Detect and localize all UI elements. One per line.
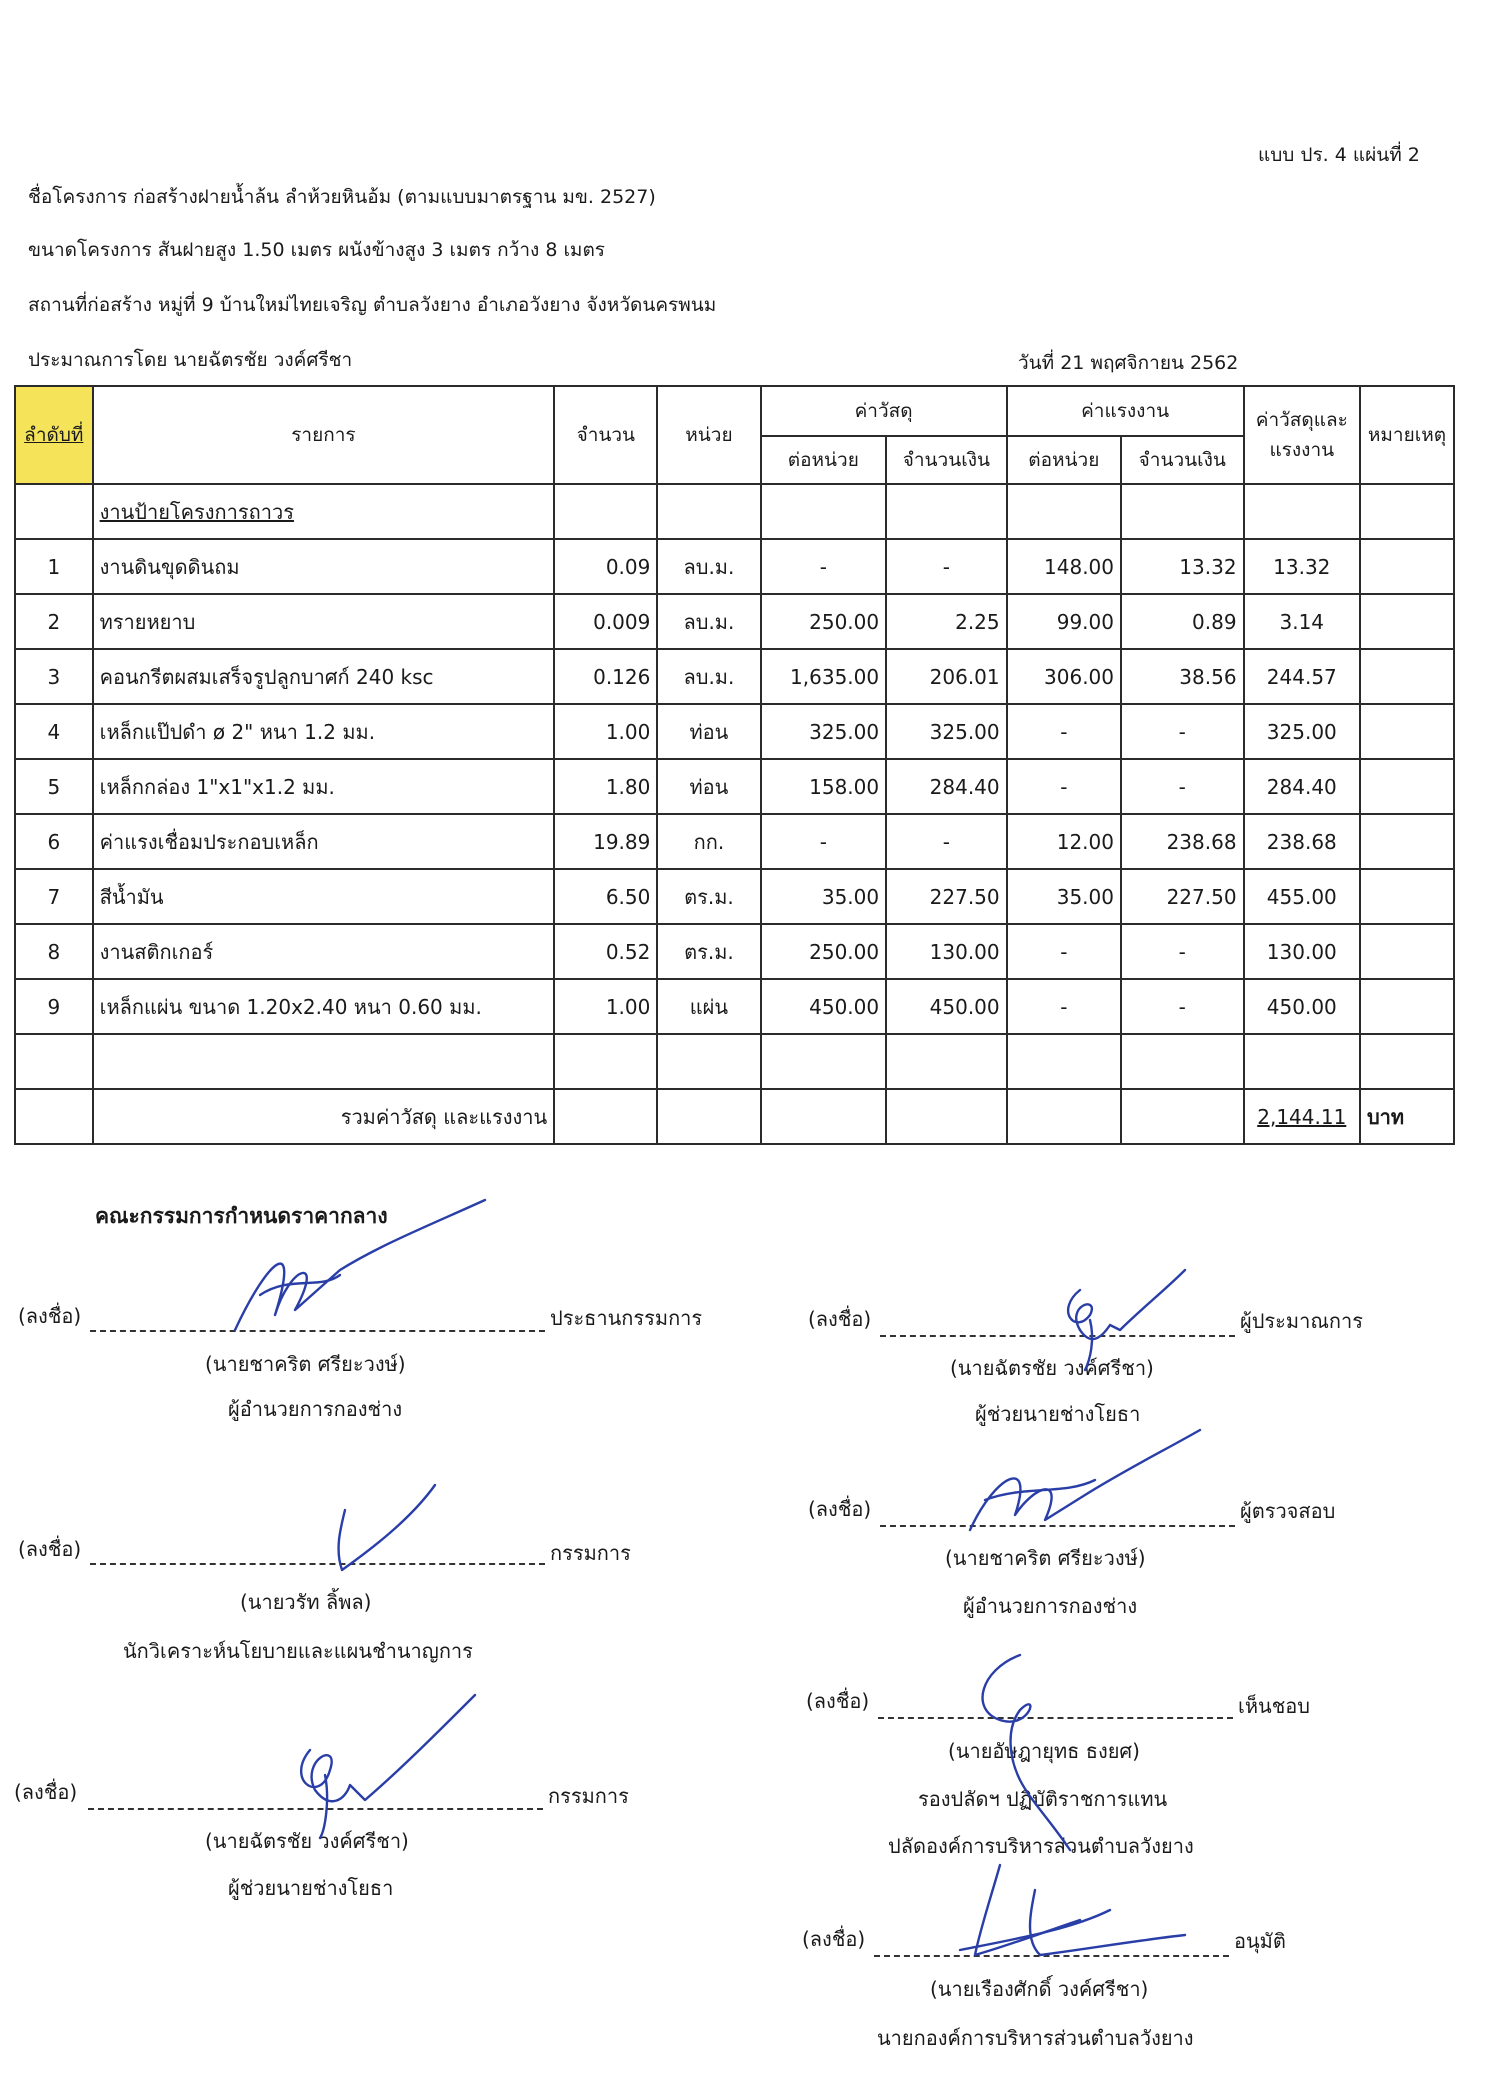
header-remark: หมายเหตุ xyxy=(1360,386,1454,484)
signature-scribble xyxy=(965,1425,1205,1535)
row-total: 244.57 xyxy=(1244,649,1360,704)
header-labor: ค่าแรงงาน xyxy=(1007,386,1244,436)
row-qty: 1.00 xyxy=(554,979,657,1034)
row-labor-unit-price: - xyxy=(1007,704,1121,759)
header-material-amount: จำนวนเงิน xyxy=(886,436,1007,484)
signer-name: (นายชาคริต ศรียะวงษ์) xyxy=(945,1546,1146,1570)
row-material-unit-price: 450.00 xyxy=(761,979,887,1034)
row-no: 3 xyxy=(15,649,93,704)
committee-title: คณะกรรมการกำหนดราคากลาง xyxy=(95,1204,388,1228)
signer-position: ผู้ช่วยนายช่างโยธา xyxy=(975,1402,1141,1426)
row-total: 3.14 xyxy=(1244,594,1360,649)
row-labor-amount: - xyxy=(1121,704,1244,759)
row-material-amount: - xyxy=(886,814,1007,869)
row-labor-amount: - xyxy=(1121,924,1244,979)
header-material: ค่าวัสดุ xyxy=(761,386,1007,436)
row-labor-unit-price: 12.00 xyxy=(1007,814,1121,869)
row-labor-amount: 238.68 xyxy=(1121,814,1244,869)
project-name: ชื่อโครงการ ก่อสร้างฝายน้ำล้น ลำห้วยหินอ้ม (ตามแบบมาตรฐาน มข. 2527) xyxy=(28,186,656,208)
signer-role: กรรมการ xyxy=(550,1541,631,1565)
row-material-amount: 450.00 xyxy=(886,979,1007,1034)
row-material-amount: - xyxy=(886,539,1007,594)
table-row xyxy=(15,704,1454,759)
sign-label: (ลงชื่อ) xyxy=(18,1537,82,1561)
row-material-unit-price: 158.00 xyxy=(761,759,887,814)
row-labor-unit-price: - xyxy=(1007,979,1121,1034)
row-no: 8 xyxy=(15,924,93,979)
sign-label: (ลงชื่อ) xyxy=(808,1497,872,1521)
row-qty: 19.89 xyxy=(554,814,657,869)
row-no: 9 xyxy=(15,979,93,1034)
signature-scribble xyxy=(280,1690,480,1840)
row-unit: ลบ.ม. xyxy=(657,649,760,704)
row-qty: 0.52 xyxy=(554,924,657,979)
table-row xyxy=(15,539,1454,594)
sign-label: (ลงชื่อ) xyxy=(18,1304,82,1328)
row-qty: 6.50 xyxy=(554,869,657,924)
row-item: งานดินขุดดินถม xyxy=(93,539,555,594)
row-labor-amount: 38.56 xyxy=(1121,649,1244,704)
row-labor-unit-price: 99.00 xyxy=(1007,594,1121,649)
row-item: เหล็กกล่อง 1"x1"x1.2 มม. xyxy=(93,759,555,814)
row-material-amount: 227.50 xyxy=(886,869,1007,924)
row-labor-unit-price: 148.00 xyxy=(1007,539,1121,594)
row-labor-unit-price: 306.00 xyxy=(1007,649,1121,704)
signer-name: (นายฉัตรชัย วงค์ศรีชา) xyxy=(205,1829,409,1853)
row-no: 5 xyxy=(15,759,93,814)
total-value: 2,144.11 xyxy=(1244,1089,1360,1144)
row-material-unit-price: 250.00 xyxy=(761,924,887,979)
row-total: 130.00 xyxy=(1244,924,1360,979)
row-material-unit-price: 325.00 xyxy=(761,704,887,759)
row-labor-amount: 13.32 xyxy=(1121,539,1244,594)
row-labor-amount: - xyxy=(1121,979,1244,1034)
row-unit: ท่อน xyxy=(657,704,760,759)
sign-label: (ลงชื่อ) xyxy=(808,1307,872,1331)
table-row xyxy=(15,814,1454,869)
row-unit: แผ่น xyxy=(657,979,760,1034)
row-total: 450.00 xyxy=(1244,979,1360,1034)
row-total: 238.68 xyxy=(1244,814,1360,869)
row-material-amount: 206.01 xyxy=(886,649,1007,704)
row-material-unit-price: - xyxy=(761,814,887,869)
sign-label: (ลงชื่อ) xyxy=(802,1927,866,1951)
signature-scribble xyxy=(230,1195,490,1335)
total-row xyxy=(15,1089,1454,1144)
cost-estimate-table xyxy=(14,385,1455,1145)
table-row xyxy=(15,759,1454,814)
sign-label: (ลงชื่อ) xyxy=(806,1689,870,1713)
form-number: แบบ ปร. 4 แผ่นที่ 2 xyxy=(1258,144,1420,166)
row-item: เหล็กแผ่น ขนาด 1.20x2.40 หนา 0.60 มม. xyxy=(93,979,555,1034)
row-unit: ลบ.ม. xyxy=(657,594,760,649)
row-qty: 1.00 xyxy=(554,704,657,759)
table-row xyxy=(15,924,1454,979)
signer-name: (นายเรืองศักดิ์ วงค์ศรีชา) xyxy=(930,1977,1149,2001)
row-labor-amount: - xyxy=(1121,759,1244,814)
total-unit: บาท xyxy=(1360,1089,1454,1144)
signer-role: ประธานกรรมการ xyxy=(550,1306,703,1330)
row-item: เหล็กแป๊ปดำ ø 2" หนา 1.2 มม. xyxy=(93,704,555,759)
row-no: 7 xyxy=(15,869,93,924)
row-unit: ตร.ม. xyxy=(657,869,760,924)
header-qty: จำนวน xyxy=(554,386,657,484)
table-row xyxy=(15,594,1454,649)
estimate-date: วันที่ 21 พฤศจิกายน 2562 xyxy=(1018,352,1239,374)
row-qty: 0.009 xyxy=(554,594,657,649)
row-item: ทรายหยาบ xyxy=(93,594,555,649)
row-total: 455.00 xyxy=(1244,869,1360,924)
signer-name: (นายอัษฎายุทธ ธงยศ) xyxy=(948,1739,1140,1763)
signer-name: (นายวรัท ลิ้พล) xyxy=(240,1590,372,1614)
signature-scribble xyxy=(320,1480,450,1580)
row-no: 6 xyxy=(15,814,93,869)
signer-role: กรรมการ xyxy=(548,1784,629,1808)
signer-position-line-2: ปลัดองค์การบริหารส่วนตำบลวังยาง xyxy=(888,1834,1194,1858)
row-material-unit-price: 1,635.00 xyxy=(761,649,887,704)
header-unit: หน่วย xyxy=(657,386,760,484)
row-labor-unit-price: - xyxy=(1007,759,1121,814)
signer-position: รองปลัดฯ ปฏิบัติราชการแทน xyxy=(918,1787,1168,1811)
row-labor-unit-price: - xyxy=(1007,924,1121,979)
row-no: 2 xyxy=(15,594,93,649)
signature-scribble xyxy=(960,1650,1080,1860)
row-unit: ท่อน xyxy=(657,759,760,814)
signer-position: นักวิเคราะห์นโยบายและแผนชำนาญการ xyxy=(123,1639,473,1663)
row-material-amount: 130.00 xyxy=(886,924,1007,979)
row-unit: ตร.ม. xyxy=(657,924,760,979)
signer-role: เห็นชอบ xyxy=(1238,1694,1310,1718)
row-qty: 0.09 xyxy=(554,539,657,594)
table-row xyxy=(15,649,1454,704)
row-labor-amount: 227.50 xyxy=(1121,869,1244,924)
estimator: ประมาณการโดย นายฉัตรชัย วงค์ศรีชา xyxy=(28,349,353,371)
signer-position: นายกองค์การบริหารส่วนตำบลวังยาง xyxy=(877,2026,1194,2050)
row-qty: 0.126 xyxy=(554,649,657,704)
row-labor-amount: 0.89 xyxy=(1121,594,1244,649)
section-row xyxy=(15,484,1454,539)
row-material-amount: 325.00 xyxy=(886,704,1007,759)
signer-role: ผู้ประมาณการ xyxy=(1240,1309,1363,1333)
header-total: ค่าวัสดุและแรงงาน xyxy=(1244,386,1360,484)
row-no: 1 xyxy=(15,539,93,594)
signer-position: ผู้อำนวยการกองช่าง xyxy=(963,1594,1138,1618)
table-row xyxy=(15,979,1454,1034)
row-total: 325.00 xyxy=(1244,704,1360,759)
header-labor-per-unit: ต่อหน่วย xyxy=(1007,436,1121,484)
signature-scribble xyxy=(1040,1265,1190,1375)
signer-position: ผู้ช่วยนายช่างโยธา xyxy=(228,1876,394,1900)
row-material-unit-price: - xyxy=(761,539,887,594)
row-material-amount: 2.25 xyxy=(886,594,1007,649)
signer-role: อนุมัติ xyxy=(1234,1929,1286,1953)
signature-scribble xyxy=(930,1860,1190,1970)
signer-position: ผู้อำนวยการกองช่าง xyxy=(228,1397,403,1421)
header-no: ลำดับที่ xyxy=(15,386,93,484)
row-item: คอนกรีตผสมเสร็จรูปลูกบาศก์ 240 ksc xyxy=(93,649,555,704)
sign-label: (ลงชื่อ) xyxy=(14,1780,78,1804)
signer-role: ผู้ตรวจสอบ xyxy=(1240,1499,1336,1523)
row-total: 13.32 xyxy=(1244,539,1360,594)
header-material-per-unit: ต่อหน่วย xyxy=(761,436,887,484)
row-material-unit-price: 250.00 xyxy=(761,594,887,649)
construction-location: สถานที่ก่อสร้าง หมู่ที่ 9 บ้านใหม่ไทยเจริญ ตำบลวังยาง อำเภอวังยาง จังหวัดนครพนม xyxy=(28,294,717,316)
header-item: รายการ xyxy=(93,386,555,484)
row-unit: ลบ.ม. xyxy=(657,539,760,594)
row-item: ค่าแรงเชื่อมประกอบเหล็ก xyxy=(93,814,555,869)
row-unit: กก. xyxy=(657,814,760,869)
empty-row xyxy=(15,1034,1454,1089)
row-material-amount: 284.40 xyxy=(886,759,1007,814)
signature-line xyxy=(90,1563,545,1565)
row-labor-unit-price: 35.00 xyxy=(1007,869,1121,924)
section-title: งานป้ายโครงการถาวร xyxy=(93,484,555,539)
table-row xyxy=(15,869,1454,924)
row-total: 284.40 xyxy=(1244,759,1360,814)
header-labor-amount: จำนวนเงิน xyxy=(1121,436,1244,484)
row-material-unit-price: 35.00 xyxy=(761,869,887,924)
total-label: รวมค่าวัสดุ และแรงงาน xyxy=(93,1089,555,1144)
row-qty: 1.80 xyxy=(554,759,657,814)
signer-name: (นายชาคริต ศรียะวงษ์) xyxy=(205,1352,406,1376)
signer-name: (นายฉัตรชัย วงค์ศรีชา) xyxy=(950,1356,1154,1380)
row-item: สีน้ำมัน xyxy=(93,869,555,924)
row-item: งานสติกเกอร์ xyxy=(93,924,555,979)
row-no: 4 xyxy=(15,704,93,759)
project-size: ขนาดโครงการ สันฝายสูง 1.50 เมตร ผนังข้างสูง 3 เมตร กว้าง 8 เมตร xyxy=(28,239,606,261)
